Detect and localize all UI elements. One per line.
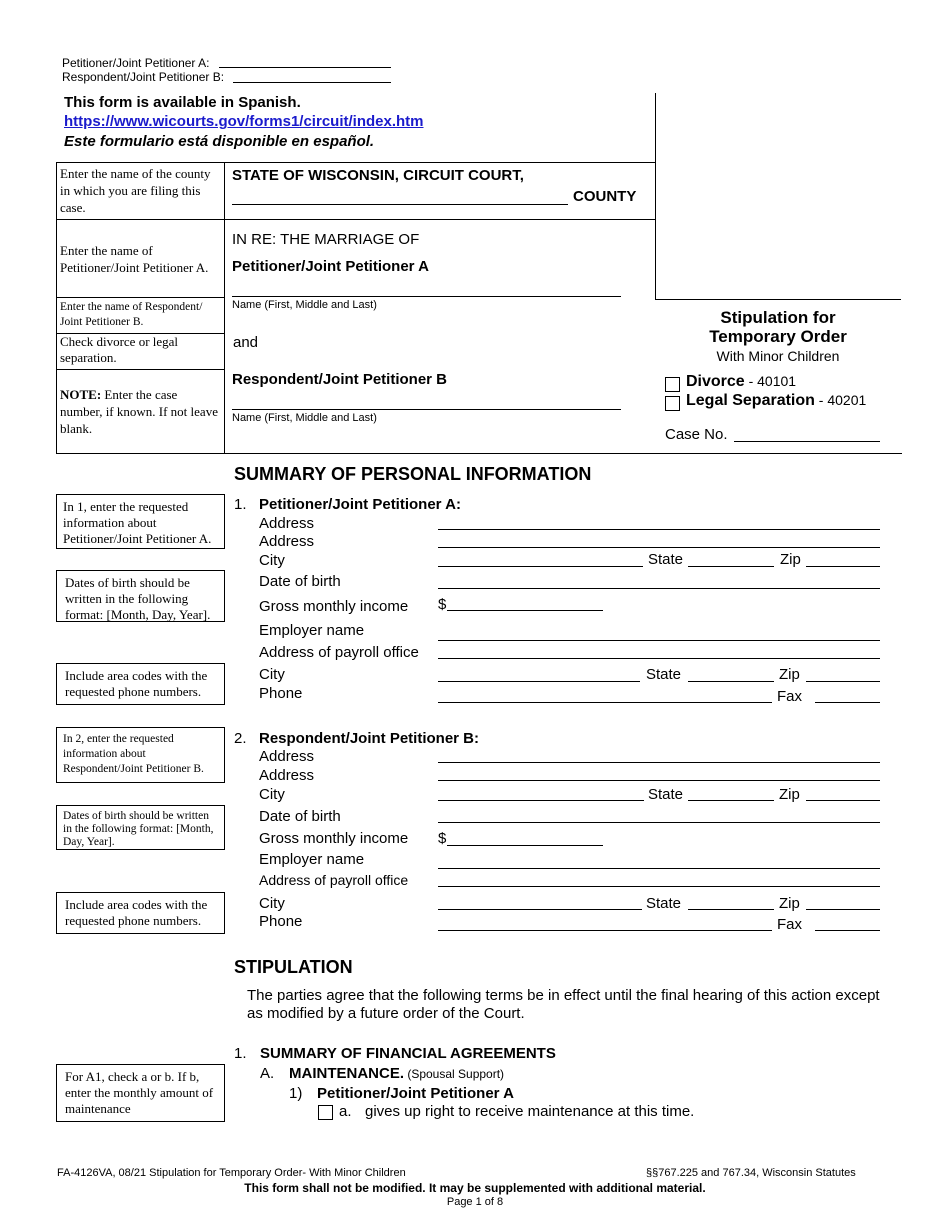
p2-address-field[interactable] — [438, 762, 880, 763]
maintenance-sub: (Spousal Support) — [404, 1067, 505, 1081]
item-a-text: gives up right to receive maintenance at this time. — [365, 1103, 695, 1120]
caption-top-rule — [56, 162, 656, 163]
footer-form-id: FA-4126VA, 08/21 Stipulation for Temporary Order- With Minor Children — [57, 1167, 406, 1179]
s1-number: 1. — [234, 1045, 247, 1062]
legal-separation-checkbox[interactable] — [665, 396, 680, 411]
respondent-name-field[interactable] — [232, 409, 621, 410]
p2-address2-field[interactable] — [438, 780, 880, 781]
p1-income-field[interactable] — [447, 610, 603, 611]
divorce-label: Divorce — [686, 373, 745, 390]
p1-zip-label: Zip — [780, 551, 801, 568]
p1-address2-field[interactable] — [438, 547, 880, 548]
respondent-b-name-field[interactable] — [233, 82, 391, 83]
legal-separation-code: - 40201 — [814, 392, 867, 408]
p2-phone-label: Phone — [259, 913, 303, 930]
maintenance-note: For A1, check a or b. If b, enter the monthly amount of maintenance — [56, 1064, 225, 1122]
p2-title: Respondent/Joint Petitioner B: — [259, 730, 480, 747]
p1-income-label: Gross monthly income — [259, 598, 409, 615]
note-text: Enter the case number, if known. If not leave blank. — [60, 387, 218, 436]
stipulation-paragraph: The parties agree that the following terms be in effect until the final hearing of this action except as modified by a future order of the Court. — [247, 987, 880, 1022]
respondent-name-hint: Name (First, Middle and Last) — [232, 412, 377, 424]
caption-row-rule — [56, 219, 656, 220]
p1-employer-label: Employer name — [259, 622, 365, 639]
stipulation-heading: STIPULATION — [234, 957, 353, 977]
p2-dob-label: Date of birth — [259, 808, 341, 825]
p2-fax-label: Fax — [777, 916, 803, 933]
p1-payroll-zip-label: Zip — [779, 666, 800, 683]
p1-payroll-zip-field[interactable] — [806, 681, 880, 682]
p2-payroll-state-label: State — [646, 895, 682, 912]
county-label: COUNTY — [573, 188, 637, 205]
p1-address2-label: Address — [259, 533, 315, 550]
p2-city-label: City — [259, 786, 285, 803]
divorce-code: - 40101 — [744, 373, 797, 389]
p2-payroll-city-label: City — [259, 895, 285, 912]
respondent-b-label: Respondent/Joint Petitioner B: — [62, 70, 225, 84]
petitioner-name-hint: Name (First, Middle and Last) — [232, 299, 377, 311]
petitioner-heading: Petitioner/Joint Petitioner A — [232, 258, 429, 275]
summary-heading: SUMMARY OF PERSONAL INFORMATION — [234, 464, 592, 484]
and-label: and — [233, 334, 259, 351]
p2-zip-field[interactable] — [806, 800, 880, 801]
p2-dob-field[interactable] — [438, 822, 880, 823]
p1-city-label: City — [259, 552, 285, 569]
caption-bottom-rule — [56, 453, 902, 454]
p2-number: 2. — [234, 730, 247, 747]
p1-payroll-state-label: State — [646, 666, 682, 683]
footer-page-number: Page 1 of 8 — [446, 1196, 504, 1208]
summary-note-1: In 1, enter the requested information about Petitioner/Joint Petitioner A. — [56, 494, 225, 549]
p1-payroll-city-label: City — [259, 666, 285, 683]
maintenance-title: MAINTENANCE. — [289, 1065, 404, 1082]
p2-employer-label: Employer name — [259, 851, 365, 868]
p1-employer-field[interactable] — [438, 640, 880, 641]
county-note: Enter the name of the county in which you are filing this case. — [60, 166, 211, 215]
p1-state-label: State — [648, 551, 684, 568]
petitioner-name-field[interactable] — [232, 296, 621, 297]
divorce-checkbox[interactable] — [665, 377, 680, 392]
maintenance-line — [289, 1065, 504, 1082]
p1-number: 1. — [234, 496, 247, 513]
item1-number: 1) — [289, 1085, 303, 1102]
s1-title: SUMMARY OF FINANCIAL AGREEMENTS — [260, 1045, 556, 1062]
case-no-field[interactable] — [734, 441, 880, 442]
p1-payroll-label: Address of payroll office — [259, 644, 419, 661]
p1-payroll-city-field[interactable] — [438, 681, 640, 682]
respondent-note: Enter the name of Respondent/ Joint Petitioner B. — [60, 301, 203, 328]
p2-payroll-zip-field[interactable] — [806, 909, 880, 910]
p2-payroll-field[interactable] — [438, 886, 880, 887]
case-no-label: Case No. — [665, 426, 728, 443]
summary-note-4: In 2, enter the requested information about Respondent/Joint Petitioner B. — [56, 727, 225, 783]
form-title-line1: Stipulation for — [720, 308, 836, 327]
form-subtitle: With Minor Children — [716, 348, 840, 364]
caption-note-divider — [224, 162, 225, 454]
a-label: A. — [260, 1065, 275, 1082]
p1-title: Petitioner/Joint Petitioner A: — [259, 496, 461, 513]
p1-fax-field[interactable] — [815, 702, 880, 703]
p1-dob-field[interactable] — [438, 588, 880, 589]
footer-statutes: §§767.225 and 767.34, Wisconsin Statutes — [646, 1167, 856, 1179]
legal-separation-label: Legal Separation — [686, 392, 815, 409]
title-box-top-rule — [655, 299, 901, 300]
note-label: NOTE: — [60, 387, 102, 402]
legal-separation-option — [686, 392, 866, 410]
p2-state-label: State — [648, 786, 684, 803]
petitioner-a-name-field[interactable] — [219, 67, 391, 68]
p2-fax-field[interactable] — [815, 930, 880, 931]
item-a-label: a. — [339, 1103, 352, 1120]
summary-note-5: Dates of birth should be written in the following format: [Month, Day, Year]. — [56, 805, 225, 850]
p2-payroll-state-field[interactable] — [688, 909, 774, 910]
p1-fax-label: Fax — [777, 688, 803, 705]
p2-phone-field[interactable] — [438, 930, 772, 931]
county-field[interactable] — [232, 204, 568, 205]
note-rule-1 — [56, 297, 224, 298]
p1-dollar-sign: $ — [438, 596, 447, 613]
p2-payroll-city-field[interactable] — [438, 909, 642, 910]
summary-note-6: Include area codes with the requested phone numbers. — [56, 892, 225, 934]
p2-dollar-sign: $ — [438, 830, 447, 847]
p2-zip-label: Zip — [779, 786, 800, 803]
caption-right-rule — [655, 93, 656, 300]
p1-payroll-state-field[interactable] — [688, 681, 774, 682]
p2-city-field[interactable] — [438, 800, 644, 801]
p1-state-field[interactable] — [688, 566, 774, 567]
caption-left-rule — [56, 162, 57, 454]
p2-income-field[interactable] — [447, 845, 603, 846]
petitioner-a-label: Petitioner/Joint Petitioner A: — [62, 56, 210, 70]
spanish-notice: This form is available in Spanish. — [64, 94, 301, 111]
p1-address-field[interactable] — [438, 529, 880, 530]
p1-dob-label: Date of birth — [259, 573, 341, 590]
p1-zip-field[interactable] — [806, 566, 880, 567]
p2-income-label: Gross monthly income — [259, 830, 409, 847]
p2-address-label: Address — [259, 748, 315, 765]
footer-notice: This form shall not be modified. It may be supplemented with additional material. — [244, 1181, 706, 1195]
divorce-option — [686, 373, 796, 391]
p2-payroll-label: Address of payroll office — [259, 872, 409, 888]
spanish-forms-link[interactable]: https://www.wicourts.gov/forms1/circuit/index.htm — [64, 113, 424, 130]
case-number-note — [60, 386, 220, 437]
gives-up-maintenance-checkbox[interactable] — [318, 1105, 333, 1120]
p2-payroll-zip-label: Zip — [779, 895, 800, 912]
item1-title: Petitioner/Joint Petitioner A — [317, 1085, 514, 1102]
p1-city-field[interactable] — [438, 566, 643, 567]
spanish-notice-es: Este formulario está disponible en español. — [64, 133, 375, 150]
p1-phone-field[interactable] — [438, 702, 772, 703]
petitioner-note: Enter the name of Petitioner/Joint Petitioner A. — [60, 243, 209, 275]
court-heading: STATE OF WISCONSIN, CIRCUIT COURT, — [232, 167, 524, 184]
form-title-line2: Temporary Order — [709, 327, 847, 346]
summary-note-3: Include area codes with the requested phone numbers. — [56, 663, 225, 705]
summary-note-2: Dates of birth should be written in the following format: [Month, Day, Year]. — [56, 570, 225, 622]
p2-employer-field[interactable] — [438, 868, 880, 869]
p2-address2-label: Address — [259, 767, 315, 784]
note-rule-3 — [56, 369, 224, 370]
p2-state-field[interactable] — [688, 800, 774, 801]
divorce-note: Check divorce or legal separation. — [60, 334, 179, 365]
p1-phone-label: Phone — [259, 685, 303, 702]
respondent-heading: Respondent/Joint Petitioner B — [232, 371, 448, 388]
p1-address-label: Address — [259, 515, 315, 532]
in-re-heading: IN RE: THE MARRIAGE OF — [232, 231, 420, 248]
p1-payroll-field[interactable] — [438, 658, 880, 659]
